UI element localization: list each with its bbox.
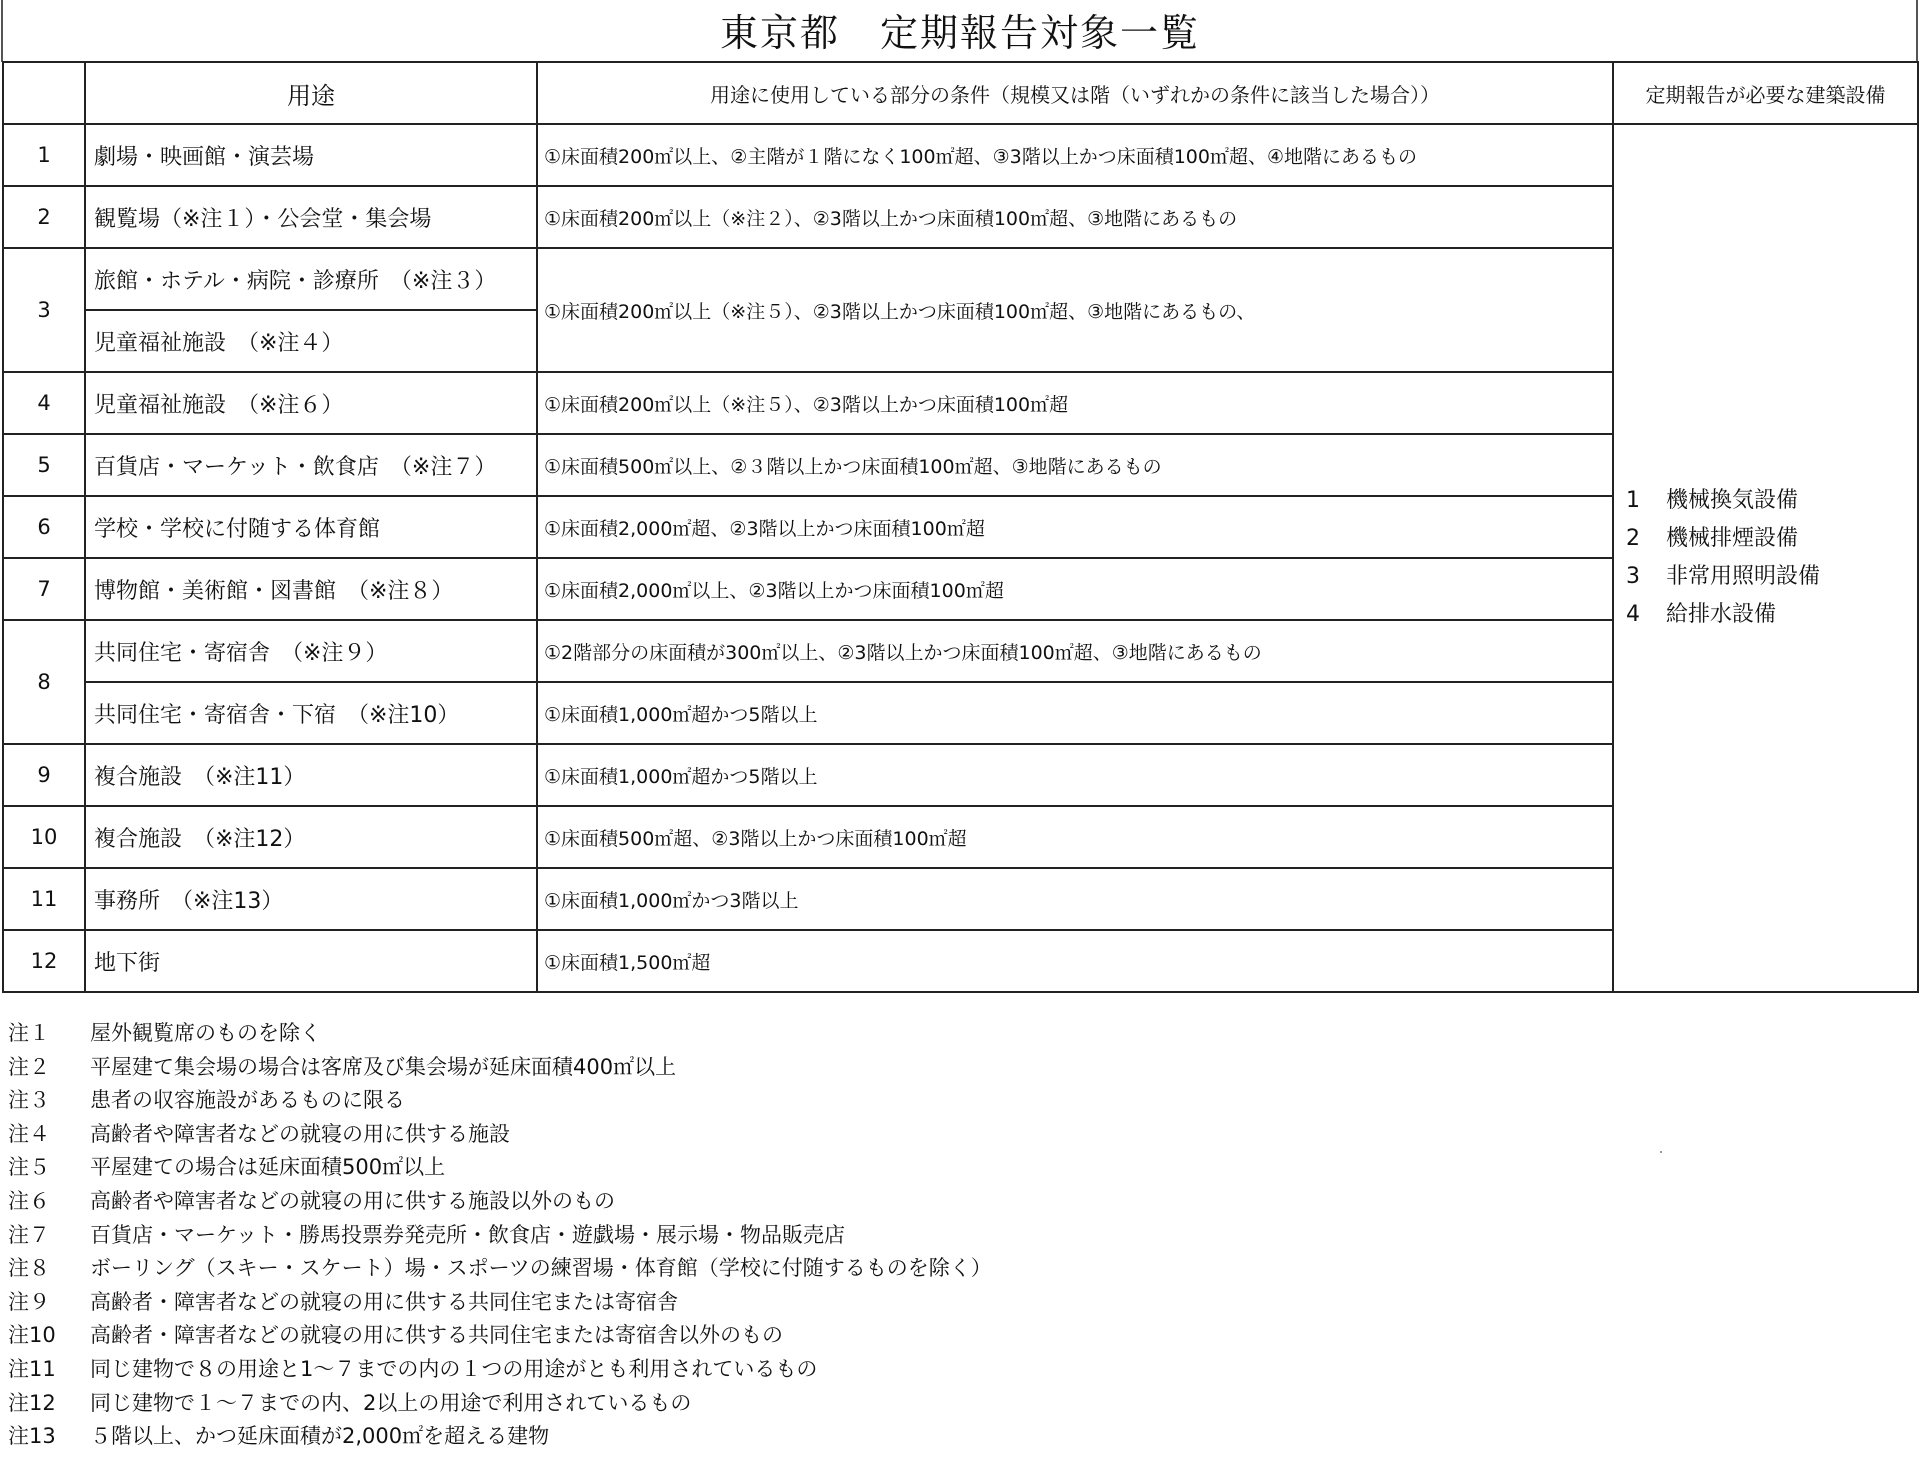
row-condition: ①床面積2,000㎡超、②3階以上かつ床面積100㎡超 — [537, 496, 1613, 558]
note-text: 平屋建て集会場の場合は客席及び集会場が延床面積400㎡以上 — [90, 1054, 677, 1079]
note-label: 注12 — [8, 1390, 56, 1415]
note-label: 注９ — [8, 1289, 50, 1314]
equipment-number: 2 — [1626, 526, 1640, 551]
note-label: 注１ — [8, 1021, 50, 1045]
row-condition: ①床面積200㎡以上、②主階が１階になく100㎡超、③3階以上かつ床面積100㎡超、④地階にあるもの — [537, 124, 1613, 186]
note-item — [8, 1151, 1908, 1185]
row-number: 9 — [3, 744, 85, 806]
equipment-name: 給排水設備 — [1666, 602, 1777, 627]
row-use: 事務所 （※注13） — [85, 868, 537, 930]
table-row — [3, 124, 1918, 186]
equipment-number: 4 — [1626, 602, 1640, 627]
note-label: 注７ — [8, 1222, 50, 1247]
note-item — [8, 1387, 1908, 1421]
row-number: 11 — [3, 868, 85, 930]
note-item — [8, 1051, 1908, 1085]
row-condition: ①床面積1,000㎡超かつ5階以上 — [537, 744, 1613, 806]
row-use: 旅館・ホテル・病院・診療所 （※注３） — [85, 248, 537, 310]
note-text: 高齢者や障害者などの就寝の用に供する施設 — [90, 1121, 510, 1146]
note-label: 注３ — [8, 1088, 50, 1113]
note-text: 患者の収容施設があるものに限る — [90, 1088, 405, 1113]
equipment-item — [1626, 482, 1917, 520]
row-number: 5 — [3, 434, 85, 496]
note-label: 注５ — [8, 1155, 50, 1180]
equipment-number: 3 — [1626, 564, 1640, 589]
row-use: 児童福祉施設 （※注６） — [85, 372, 537, 434]
header-condition: 用途に使用している部分の条件（規模又は階（いずれかの条件に該当した場合）） — [537, 62, 1613, 124]
note-text: 高齢者・障害者などの就寝の用に供する共同住宅または寄宿舎 — [90, 1289, 678, 1314]
row-condition: ①床面積1,000㎡かつ3階以上 — [537, 868, 1613, 930]
note-text: 同じ建物で８の用途と1～７までの内の１つの用途がとも利用されているもの — [90, 1356, 818, 1381]
row-number: 7 — [3, 558, 85, 620]
note-item — [8, 1084, 1908, 1118]
note-label: 注11 — [8, 1356, 56, 1381]
row-number: 10 — [3, 806, 85, 868]
table-header-row — [3, 62, 1918, 124]
note-label: 注８ — [8, 1256, 50, 1281]
note-text: 同じ建物で１～７までの内、2以上の用途で利用されているもの — [90, 1390, 692, 1415]
note-text: 高齢者・障害者などの就寝の用に供する共同住宅または寄宿舎以外のもの — [90, 1323, 783, 1348]
scan-speck — [1660, 1151, 1662, 1153]
note-label: 注４ — [8, 1121, 50, 1146]
header-use: 用途 — [85, 62, 537, 124]
note-item — [8, 1286, 1908, 1320]
report-table — [2, 61, 1919, 993]
row-use: 複合施設 （※注12） — [85, 806, 537, 868]
note-item — [8, 1353, 1908, 1387]
row-condition: ①床面積500㎡超、②3階以上かつ床面積100㎡超 — [537, 806, 1613, 868]
header-equipment: 定期報告が必要な建築設備 — [1613, 62, 1918, 124]
row-use: 複合施設 （※注11） — [85, 744, 537, 806]
note-item — [8, 1118, 1908, 1152]
row-use: 劇場・映画館・演芸場 — [85, 124, 537, 186]
row-use-sub: 児童福祉施設 （※注４） — [85, 310, 537, 372]
equipment-name: 機械排煙設備 — [1666, 526, 1799, 551]
row-number: 2 — [3, 186, 85, 248]
equipment-item — [1626, 596, 1917, 634]
equipment-cell — [1613, 124, 1918, 992]
row-use: 観覧場（※注１）・公会堂・集会場 — [85, 186, 537, 248]
row-condition: ①床面積1,500㎡超 — [537, 930, 1613, 992]
row-number: 3 — [3, 248, 85, 372]
equipment-item — [1626, 558, 1917, 596]
row-condition: ①2階部分の床面積が300㎡以上、②3階以上かつ床面積100㎡超、③地階にあるもの — [537, 620, 1613, 682]
note-item — [8, 1319, 1908, 1353]
row-condition-sub: ①床面積1,000㎡超かつ5階以上 — [537, 682, 1613, 744]
note-item — [8, 1420, 1908, 1454]
note-item — [8, 1017, 1908, 1051]
equipment-name: 機械換気設備 — [1666, 488, 1799, 513]
note-text: 高齢者や障害者などの就寝の用に供する施設以外のもの — [90, 1188, 615, 1213]
row-number: 12 — [3, 930, 85, 992]
notes-list — [8, 1017, 1908, 1454]
note-label: 注２ — [8, 1054, 50, 1079]
row-condition: ①床面積2,000㎡以上、②3階以上かつ床面積100㎡超 — [537, 558, 1613, 620]
note-text: 屋外観覧席のものを除く — [90, 1021, 321, 1045]
row-number: 1 — [3, 124, 85, 186]
row-use-sub: 共同住宅・寄宿舎・下宿 （※注10） — [85, 682, 537, 744]
note-label: 注10 — [8, 1323, 56, 1348]
row-condition: ①床面積200㎡以上（※注２）、②3階以上かつ床面積100㎡超、③地階にあるもの — [537, 186, 1613, 248]
row-condition: ①床面積200㎡以上（※注５）、②3階以上かつ床面積100㎡超、③地階にあるもの、 — [537, 248, 1613, 372]
page-title: 東京都 定期報告対象一覧 — [719, 11, 1200, 55]
note-item — [8, 1185, 1908, 1219]
note-label: 注６ — [8, 1188, 50, 1213]
equipment-name: 非常用照明設備 — [1666, 564, 1821, 589]
row-use: 百貨店・マーケット・飲食店 （※注７） — [85, 434, 537, 496]
note-label: 注13 — [8, 1424, 56, 1449]
note-item — [8, 1219, 1908, 1253]
equipment-number: 1 — [1626, 488, 1640, 513]
row-number: 4 — [3, 372, 85, 434]
row-use: 地下街 — [85, 930, 537, 992]
note-text: 平屋建ての場合は延床面積500㎡以上 — [90, 1155, 446, 1180]
note-item — [8, 1252, 1908, 1286]
row-number: 8 — [3, 620, 85, 744]
row-use: 共同住宅・寄宿舎 （※注９） — [85, 620, 537, 682]
row-use: 学校・学校に付随する体育館 — [85, 496, 537, 558]
row-number: 6 — [3, 496, 85, 558]
header-number — [3, 62, 85, 124]
note-text: 百貨店・マーケット・勝馬投票券発売所・飲食店・遊戯場・展示場・物品販売店 — [90, 1222, 845, 1247]
equipment-item — [1626, 520, 1917, 558]
note-text: ボーリング（スキー・スケート）場・スポーツの練習場・体育館（学校に付随するものを除く） — [90, 1256, 992, 1281]
row-use: 博物館・美術館・図書館 （※注８） — [85, 558, 537, 620]
row-condition: ①床面積500㎡以上、②３階以上かつ床面積100㎡超、③地階にあるもの — [537, 434, 1613, 496]
note-text: ５階以上、かつ延床面積が2,000㎡を超える建物 — [90, 1424, 550, 1449]
row-condition: ①床面積200㎡以上（※注５）、②3階以上かつ床面積100㎡超 — [537, 372, 1613, 434]
